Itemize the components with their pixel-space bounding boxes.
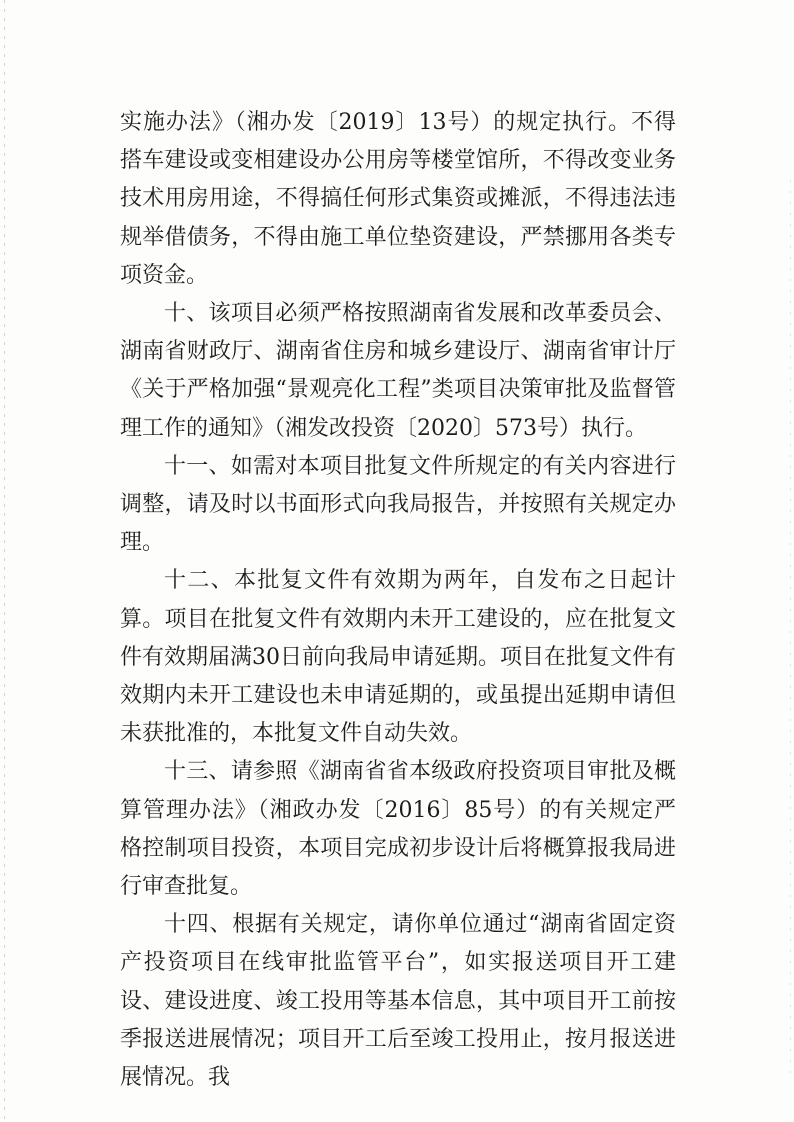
scan-edge-marks-right [790,180,791,1080]
paragraph-item-10: 十、该项目必须严格按照湖南省发展和改革委员会、湖南省财政厅、湖南省住房和城乡建设厅、湖南省审计厅《关于严格加强“景观亮化工程”类项目决策审批及监督管理工作的通知》（湘发改投资〔2020〕573号）执行。 [120,301,676,441]
paragraph-item-14: 十四、根据有关规定，请你单位通过“湖南省固定资产投资项目在线审批监管平台”，如实报送项目开工建设、建设进度、竣工投用等基本信息，其中项目开工前按季报送进展情况；项目开工后至竣工投用止，按月报送进展情况。我 [120,912,676,1091]
document-body [120,104,676,1097]
paragraph-item-12: 十二、本批复文件有效期为两年，自发布之日起计算。项目在批复文件有效期内未开工建设的，应在批复文件有效期届满30日前向我局申请延期。项目在批复文件有效期内未开工建设也未申请延期的，或虽提出延期申请但未获批准的，本批复文件自动失效。 [120,568,676,747]
scan-edge-marks [4,0,5,1122]
paragraph-item-11: 十一、如需对本项目批复文件所规定的有关内容进行调整，请及时以书面形式向我局报告，并按照有关规定办理。 [120,453,676,556]
paragraph-continued: 实施办法》（湘办发〔2019〕13号）的规定执行。不得搭车建设或变相建设办公用房等楼堂馆所，不得改变业务技术用房用途，不得搞任何形式集资或摊派，不得违法违规举借债务，不得由施工单位垫资建设，严禁挪用各类专项资金。 [120,110,676,288]
paragraph-item-13: 十三、请参照《湖南省省本级政府投资项目审批及概算管理办法》（湘政办发〔2016〕85号）的有关规定严格控制项目投资，本项目完成初步设计后将概算报我局进行审查批复。 [120,759,676,900]
